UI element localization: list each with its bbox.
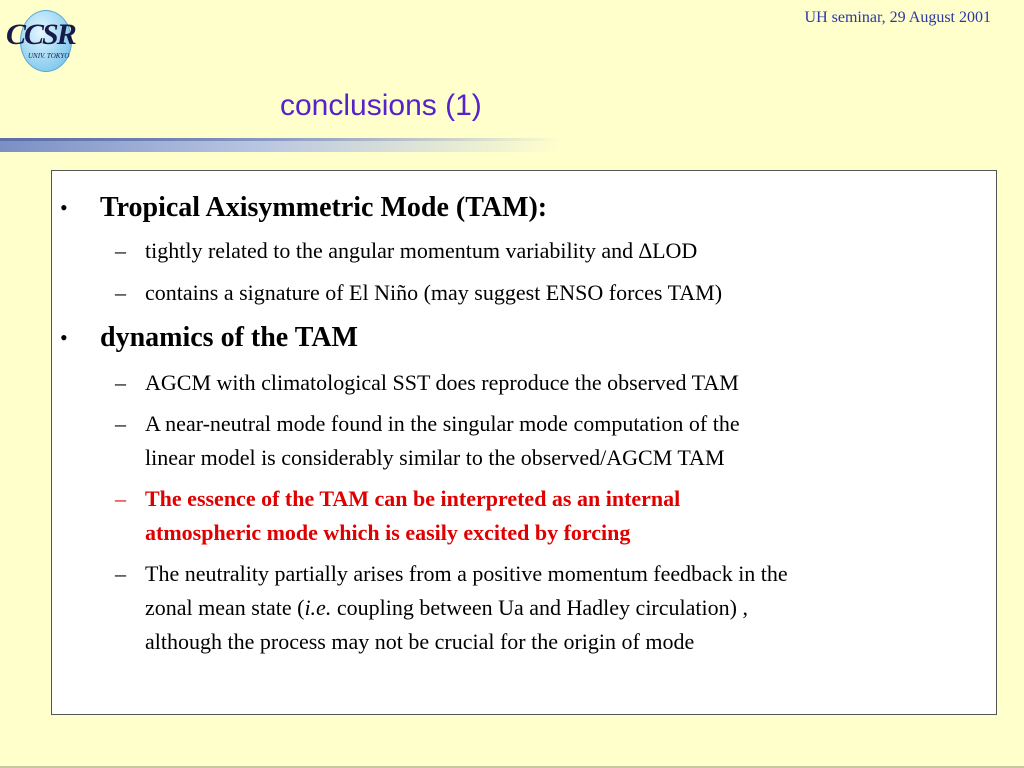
dash-icon: – [115, 370, 126, 395]
logo-text: CCSR [6, 18, 75, 51]
header-text: UH seminar, 29 August 2001 [804, 9, 991, 26]
dash-icon: – [115, 411, 126, 436]
bullet-item [60, 321, 358, 355]
bullet-text: Tropical Axisymmetric Mode (TAM): [100, 192, 548, 223]
dash-icon: – [115, 280, 126, 305]
sub-item [115, 366, 985, 400]
sub-item-line: zonal mean state ( [145, 595, 305, 620]
sub-item-line: atmospheric mode which is easily excited by forcing [145, 520, 631, 545]
slide-title: conclusions (1) [280, 89, 482, 122]
dash-icon: – [115, 486, 126, 511]
dash-icon: – [115, 561, 126, 586]
sub-item [115, 234, 985, 268]
sub-item [115, 407, 985, 475]
bullet-item [60, 191, 548, 225]
content-box [51, 170, 997, 715]
sub-item [115, 276, 985, 310]
sub-item-line: although the process may not be crucial for the origin of mode [145, 629, 695, 654]
bullet-icon: • [60, 325, 68, 350]
sub-item-italic: i.e. [304, 595, 332, 620]
sub-item-line: The essence of the TAM can be interpreted as an internal [145, 486, 681, 511]
sub-item-line: A near-neutral mode found in the singular mode computation of the [145, 411, 740, 436]
sub-item-text: AGCM with climatological SST does reproduce the observed TAM [145, 370, 739, 395]
sub-item-highlight [115, 482, 985, 550]
sub-item-text: contains a signature of El Niño (may suggest ENSO forces TAM) [145, 280, 723, 305]
bullet-text: dynamics of the TAM [100, 322, 358, 353]
sub-item-line: coupling between Ua and Hadley circulation) , [331, 595, 748, 620]
dash-icon: – [115, 238, 126, 263]
logo-subtext: UNIV. TOKYO [28, 52, 70, 60]
sub-item [115, 557, 985, 659]
sub-item-line: The neutrality partially arises from a positive momentum feedback in the [145, 561, 788, 586]
sub-item-text: tightly related to the angular momentum variability and ∆LOD [145, 238, 698, 263]
sub-item-line: linear model is considerably similar to the observed/AGCM TAM [145, 445, 725, 470]
title-rule-highlight [0, 138, 560, 141]
ccsr-logo [6, 8, 88, 72]
bullet-icon: • [60, 195, 68, 220]
